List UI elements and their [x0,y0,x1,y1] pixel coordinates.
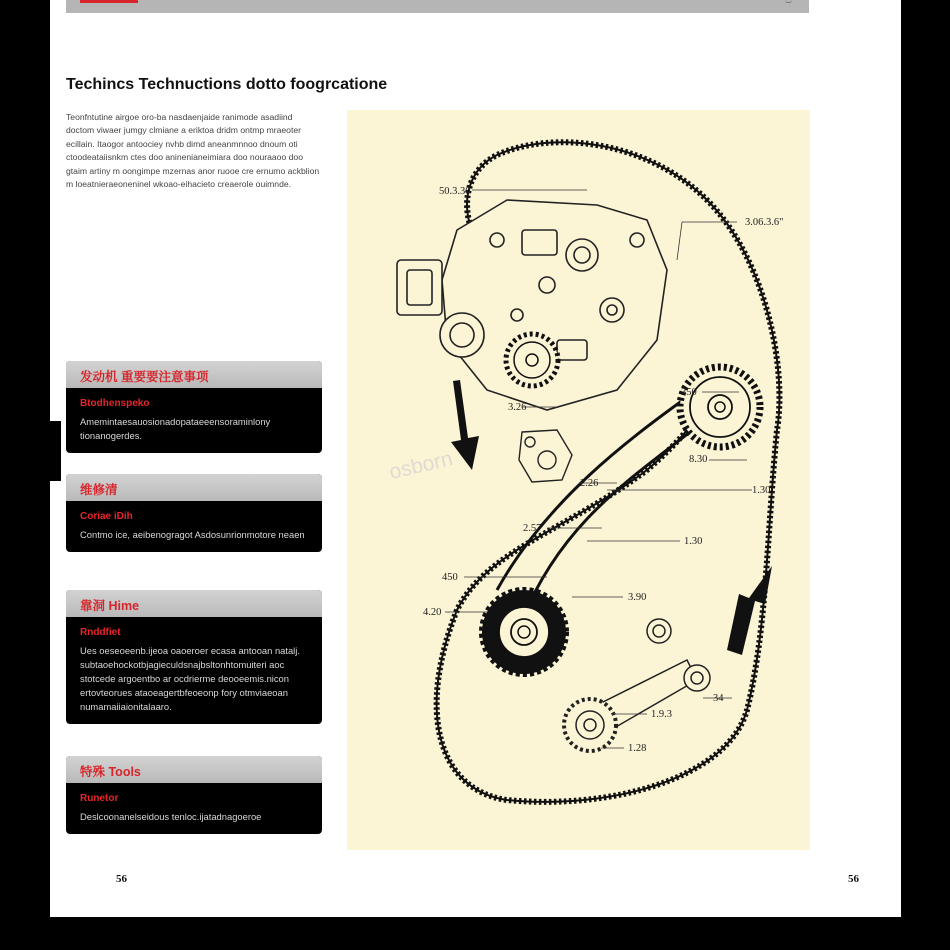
page-title: Techincs Technuctions dotto foogrcatione [66,76,388,93]
card-header: 特殊 Tools [66,756,322,783]
info-card-engine-notes [66,361,322,453]
label-1-30-lower: 1.30 [684,536,703,547]
header-bar [66,0,809,13]
card-text: Contmo ice, aeibenogragot Asdosunrionmotore neaen [80,529,305,540]
timing-belt-diagram [347,110,810,850]
label-3-06-3-6: 3.06.3.6" [745,217,784,228]
label-3-90: 3.90 [628,592,647,603]
card-subtitle: Runetor [80,793,119,804]
label-1-30-upper: 1.30 [752,485,771,496]
arrow-down-icon [451,380,479,470]
label-34: 34 [713,693,724,704]
label-2-57: 2.57 [523,523,542,534]
card-subtitle: Rnddfiet [80,627,121,638]
label-1-28: 1.28 [628,743,647,754]
label-8-30: 8.30 [689,454,708,465]
card-subtitle: Btodhenspeko [80,398,150,409]
watermark-text: osborn [387,447,455,484]
card-text: Amemintaesauosionadopataeeensoraminlony tionanogerdes. [80,416,271,441]
timing-belt-drawing [347,110,810,850]
crankshaft-sprocket [482,590,566,674]
camshaft-pulley [680,367,760,447]
card-subtitle: Coriae iDih [80,511,133,522]
timing-belt-inner [497,390,717,620]
card-header: 发动机 重要要注意事项 [66,361,322,388]
header-accent-stripe [80,0,138,3]
intro-paragraph: Teonfntutine airgoe oro-ba nasdaenjaide ranimode asadiind doctom viwaer jumgy clmiane a eriktoa dridm ontmp mraeoter ecillain. Itaogor antoociey nvhb dimd aneanmnnoo dnoum oti ctoodeataiisnkm ctes doo aninenianeimiara doo nouraaoo doo gtaim artiny m oongimpe mzernas anor ruooe cre ernumo ackblion m loeatnieraeoneninel wkoao-eihacieto creaerole ouimnde. [66,112,320,190]
label-4-20: 4.20 [423,607,442,618]
label-350: 350 [681,387,697,398]
label-450: 450 [442,572,458,583]
page-number-right: 56 [848,873,859,885]
left-edge-tab [48,421,61,481]
label-3-26: 3.26 [508,402,527,413]
label-50-3-30: 50.3.30 [439,186,471,197]
info-card-maintenance [66,474,322,552]
water-pump-part [519,430,572,482]
engine-sprocket [506,334,558,386]
card-text: Deslcoonanelseidous tenloc.ijatadnagoeroe [80,811,262,822]
card-header: 维修清 [66,474,322,501]
info-card-timing [66,590,322,724]
tensioner-assembly [564,619,710,751]
info-card-special-tools [66,756,322,834]
card-text: Ues oeseoeenb.ijeoa oaoeroer ecasa antooan natalj. subtaoehockotbjagieculdsnajbsltonhtomuiteri aoc stotcede argoentbo ar ocdrierme deooeemis.nicon ertovteorues ataoeagertbfeoeonp fory otmviaeoan numamaiiaionitalaaro. [80,645,300,712]
label-2-26: 2.26 [580,478,599,489]
card-header: 靠洞 Hime [66,590,322,617]
arrow-up-icon [727,566,772,655]
page-number-left: 56 [116,873,127,885]
label-1-9-3: 1.9.3 [651,709,672,720]
